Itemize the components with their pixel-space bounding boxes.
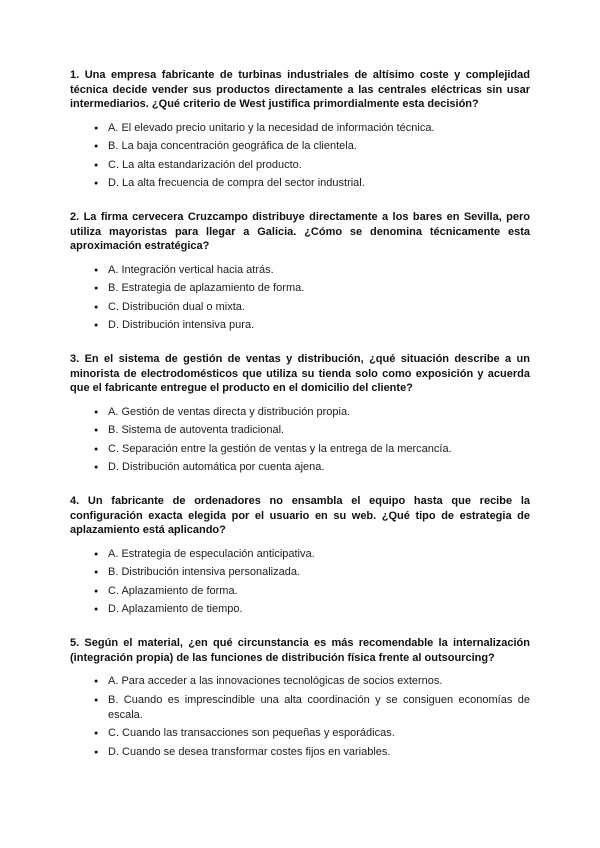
option-text: B. Cuando es imprescindible una alta coordinación y se consiguen economías de escala. <box>108 693 530 721</box>
option-item <box>94 584 530 599</box>
options-list <box>70 547 530 618</box>
option-item <box>94 442 530 457</box>
question-text: 4. Un fabricante de ordenadores no ensambla el equipo hasta que recibe la configuración exacta elegida por el usuario en su web. ¿Qué tipo de estrategia de aplazamiento está aplicando? <box>70 495 530 537</box>
question-text: 2. La firma cervecera Cruzcampo distribuye directamente a los bares en Sevilla, pero utiliza mayoristas para llegar a Galicia. ¿Cómo se denomina técnicamente esta aproximación estratégica? <box>70 211 530 253</box>
option-item <box>94 726 530 741</box>
bullet-icon: ● <box>94 124 99 132</box>
option-text: D. Distribución automática por cuenta ajena. <box>108 461 325 474</box>
bullet-icon: ● <box>94 696 99 704</box>
bullet-icon: ● <box>94 445 99 453</box>
bullet-icon: ● <box>94 161 99 169</box>
option-item <box>94 423 530 438</box>
bullet-icon: ● <box>94 678 99 686</box>
option-text: D. Aplazamiento de tiempo. <box>108 603 243 616</box>
option-item <box>94 158 530 173</box>
option-text: C. La alta estandarización del producto. <box>108 158 302 171</box>
option-text: B. Estrategia de aplazamiento de forma. <box>108 282 305 295</box>
question-block-2 <box>70 210 530 333</box>
option-item <box>94 318 530 333</box>
option-text: C. Aplazamiento de forma. <box>108 584 238 597</box>
question-block-3 <box>70 352 530 475</box>
option-text: D. La alta frecuencia de compra del sector industrial. <box>108 177 365 190</box>
options-list <box>70 263 530 334</box>
option-text: A. Para acceder a las innovaciones tecnológicas de socios externos. <box>108 675 443 688</box>
option-text: A. Gestión de ventas directa y distribución propia. <box>108 405 351 418</box>
option-item <box>94 460 530 475</box>
option-item <box>94 602 530 617</box>
bullet-icon: ● <box>94 748 99 756</box>
question-text: 3. En el sistema de gestión de ventas y distribución, ¿qué situación describe a un minorista de electrodomésticos que utiliza su tienda solo como exposición y acuerda que el fabricante entregue el producto en el domicilio del cliente? <box>70 353 530 395</box>
option-item <box>94 674 530 689</box>
option-text: D. Cuando se desea transformar costes fijos en variables. <box>108 745 391 758</box>
option-text: A. Integración vertical hacia atrás. <box>108 263 274 276</box>
option-item <box>94 745 530 760</box>
bullet-icon: ● <box>94 266 99 274</box>
bullet-icon: ● <box>94 550 99 558</box>
option-item <box>94 121 530 136</box>
option-text: B. Distribución intensiva personalizada. <box>108 566 300 579</box>
option-item <box>94 565 530 580</box>
bullet-icon: ● <box>94 606 99 614</box>
question-block-5 <box>70 636 530 759</box>
question-text: 5. Según el material, ¿en qué circunstancia es más recomendable la internalización (integración propia) de las funciones de distribución física frente al outsourcing? <box>70 637 530 664</box>
option-text: C. Distribución dual o mixta. <box>108 300 245 313</box>
option-text: B. Sistema de autoventa tradicional. <box>108 424 285 437</box>
bullet-icon: ● <box>94 587 99 595</box>
options-list <box>70 674 530 759</box>
bullet-icon: ● <box>94 285 99 293</box>
question-block-1 <box>70 68 530 191</box>
bullet-icon: ● <box>94 730 99 738</box>
question-block-4 <box>70 494 530 617</box>
options-list <box>70 405 530 476</box>
bullet-icon: ● <box>94 408 99 416</box>
option-text: C. Separación entre la gestión de ventas y la entrega de la mercancía. <box>108 442 452 455</box>
option-text: A. El elevado precio unitario y la necesidad de información técnica. <box>108 121 435 134</box>
option-item <box>94 263 530 278</box>
option-item <box>94 547 530 562</box>
option-text: B. La baja concentración geográfica de la clientela. <box>108 140 357 153</box>
bullet-icon: ● <box>94 303 99 311</box>
bullet-icon: ● <box>94 464 99 472</box>
option-item <box>94 405 530 420</box>
bullet-icon: ● <box>94 143 99 151</box>
option-item <box>94 281 530 296</box>
option-text: C. Cuando las transacciones son pequeñas y esporádicas. <box>108 727 395 740</box>
option-text: A. Estrategia de especulación anticipativa. <box>108 547 315 560</box>
option-item <box>94 300 530 315</box>
bullet-icon: ● <box>94 569 99 577</box>
option-item <box>94 176 530 191</box>
bullet-icon: ● <box>94 322 99 330</box>
option-text: D. Distribución intensiva pura. <box>108 319 255 332</box>
bullet-icon: ● <box>94 427 99 435</box>
option-item <box>94 693 530 723</box>
option-item <box>94 139 530 154</box>
options-list <box>70 121 530 192</box>
bullet-icon: ● <box>94 180 99 188</box>
question-text: 1. Una empresa fabricante de turbinas industriales de altísimo coste y complejidad técnica decide vender sus productos directamente a las centrales eléctricas sin usar intermediarios. ¿Qué criterio de West justifica primordialmente esta decisión? <box>70 69 530 111</box>
